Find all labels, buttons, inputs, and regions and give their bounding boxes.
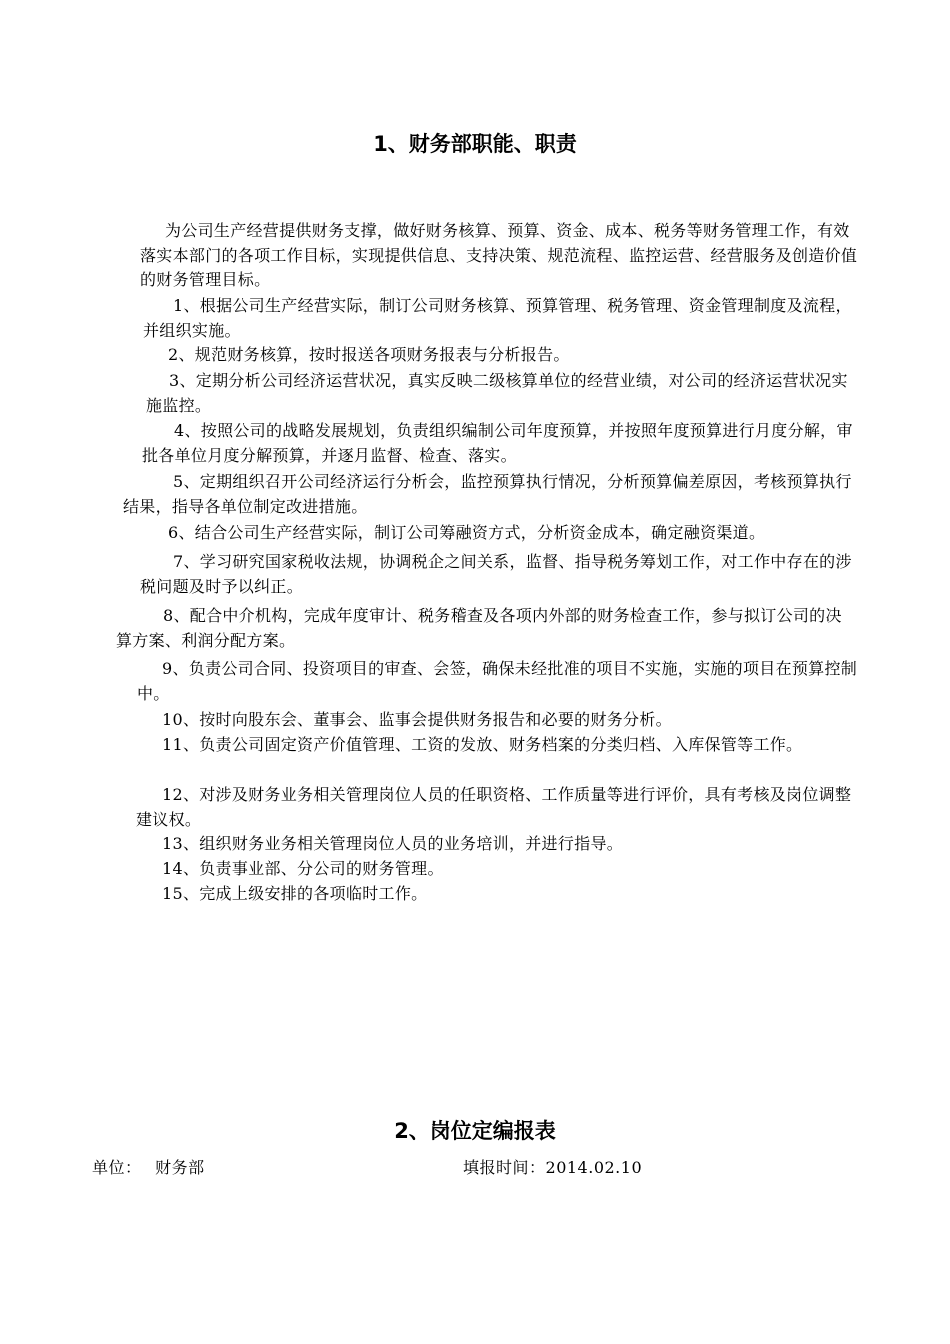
duty-item-2: 2、规范财务核算，按时报送各项财务报表与分析报告。 [168,345,570,364]
duty-item-14: 14、负责事业部、分公司的财务管理。 [162,859,444,878]
duty-item-15: 15、完成上级安排的各项临时工作。 [162,884,428,903]
duty-item-7: 7、学习研究国家税收法规，协调税企之间关系，监督、指导税务筹划工作，对工作中存在的涉税问题及时予以纠正。 [140,552,852,596]
section-1-title: 1、财务部职能、职责 [373,132,577,156]
fill-date-value: 2014.02.10 [545,1158,643,1177]
section-2-title: 2、岗位定编报表 [394,1119,556,1143]
unit-row [92,1156,205,1180]
duty-item-8: 8、配合中介机构，完成年度审计、税务稽查及各项内外部的财务检查工作，参与拟订公司的决算方案、利润分配方案。 [116,606,842,650]
duty-item-4: 4、按照公司的战略发展规划，负责组织编制公司年度预算，并按照年度预算进行月度分解，审批各单位月度分解预算，并逐月监督、检查、落实。 [142,421,853,465]
duty-item-1: 1、根据公司生产经营实际，制订公司财务核算、预算管理、税务管理、资金管理制度及流程，并组织实施。 [143,296,852,340]
duty-item-6: 6、结合公司生产经营实际，制订公司筹融资方式，分析资金成本，确定融资渠道。 [168,523,766,542]
intro-paragraph: 为公司生产经营提供财务支撑，做好财务核算、预算、资金、成本、税务等财务管理工作，有效落实本部门的各项工作目标，实现提供信息、支持决策、规范流程、监控运营、经营服务及创造价值的财务管理目标。 [140,221,858,289]
duty-item-13: 13、组织财务业务相关管理岗位人员的业务培训，并进行指导。 [162,834,624,853]
duty-item-11: 11、负责公司固定资产价值管理、工资的发放、财务档案的分类归档、入库保管等工作。 [162,735,803,754]
duty-item-3: 3、定期分析公司经济运营状况，真实反映二级核算单位的经营业绩，对公司的经济运营状况实施监控。 [146,371,848,415]
unit-value: 财务部 [155,1158,205,1177]
fill-date-label: 填报时间： [463,1158,546,1177]
duty-item-9: 9、负责公司合同、投资项目的审查、会签，确保未经批准的项目不实施，实施的项目在预算控制中。 [137,659,858,703]
duty-item-10: 10、按时向股东会、董事会、监事会提供财务报告和必要的财务分析。 [162,710,672,729]
fill-date-row [463,1156,642,1180]
duty-item-12: 12、对涉及财务业务相关管理岗位人员的任职资格、工作质量等进行评价，具有考核及岗位调整建议权。 [136,785,852,829]
unit-label: 单位： [92,1158,142,1177]
duty-item-5: 5、定期组织召开公司经济运行分析会，监控预算执行情况，分析预算偏差原因，考核预算执行结果，指导各单位制定改进措施。 [123,472,852,516]
